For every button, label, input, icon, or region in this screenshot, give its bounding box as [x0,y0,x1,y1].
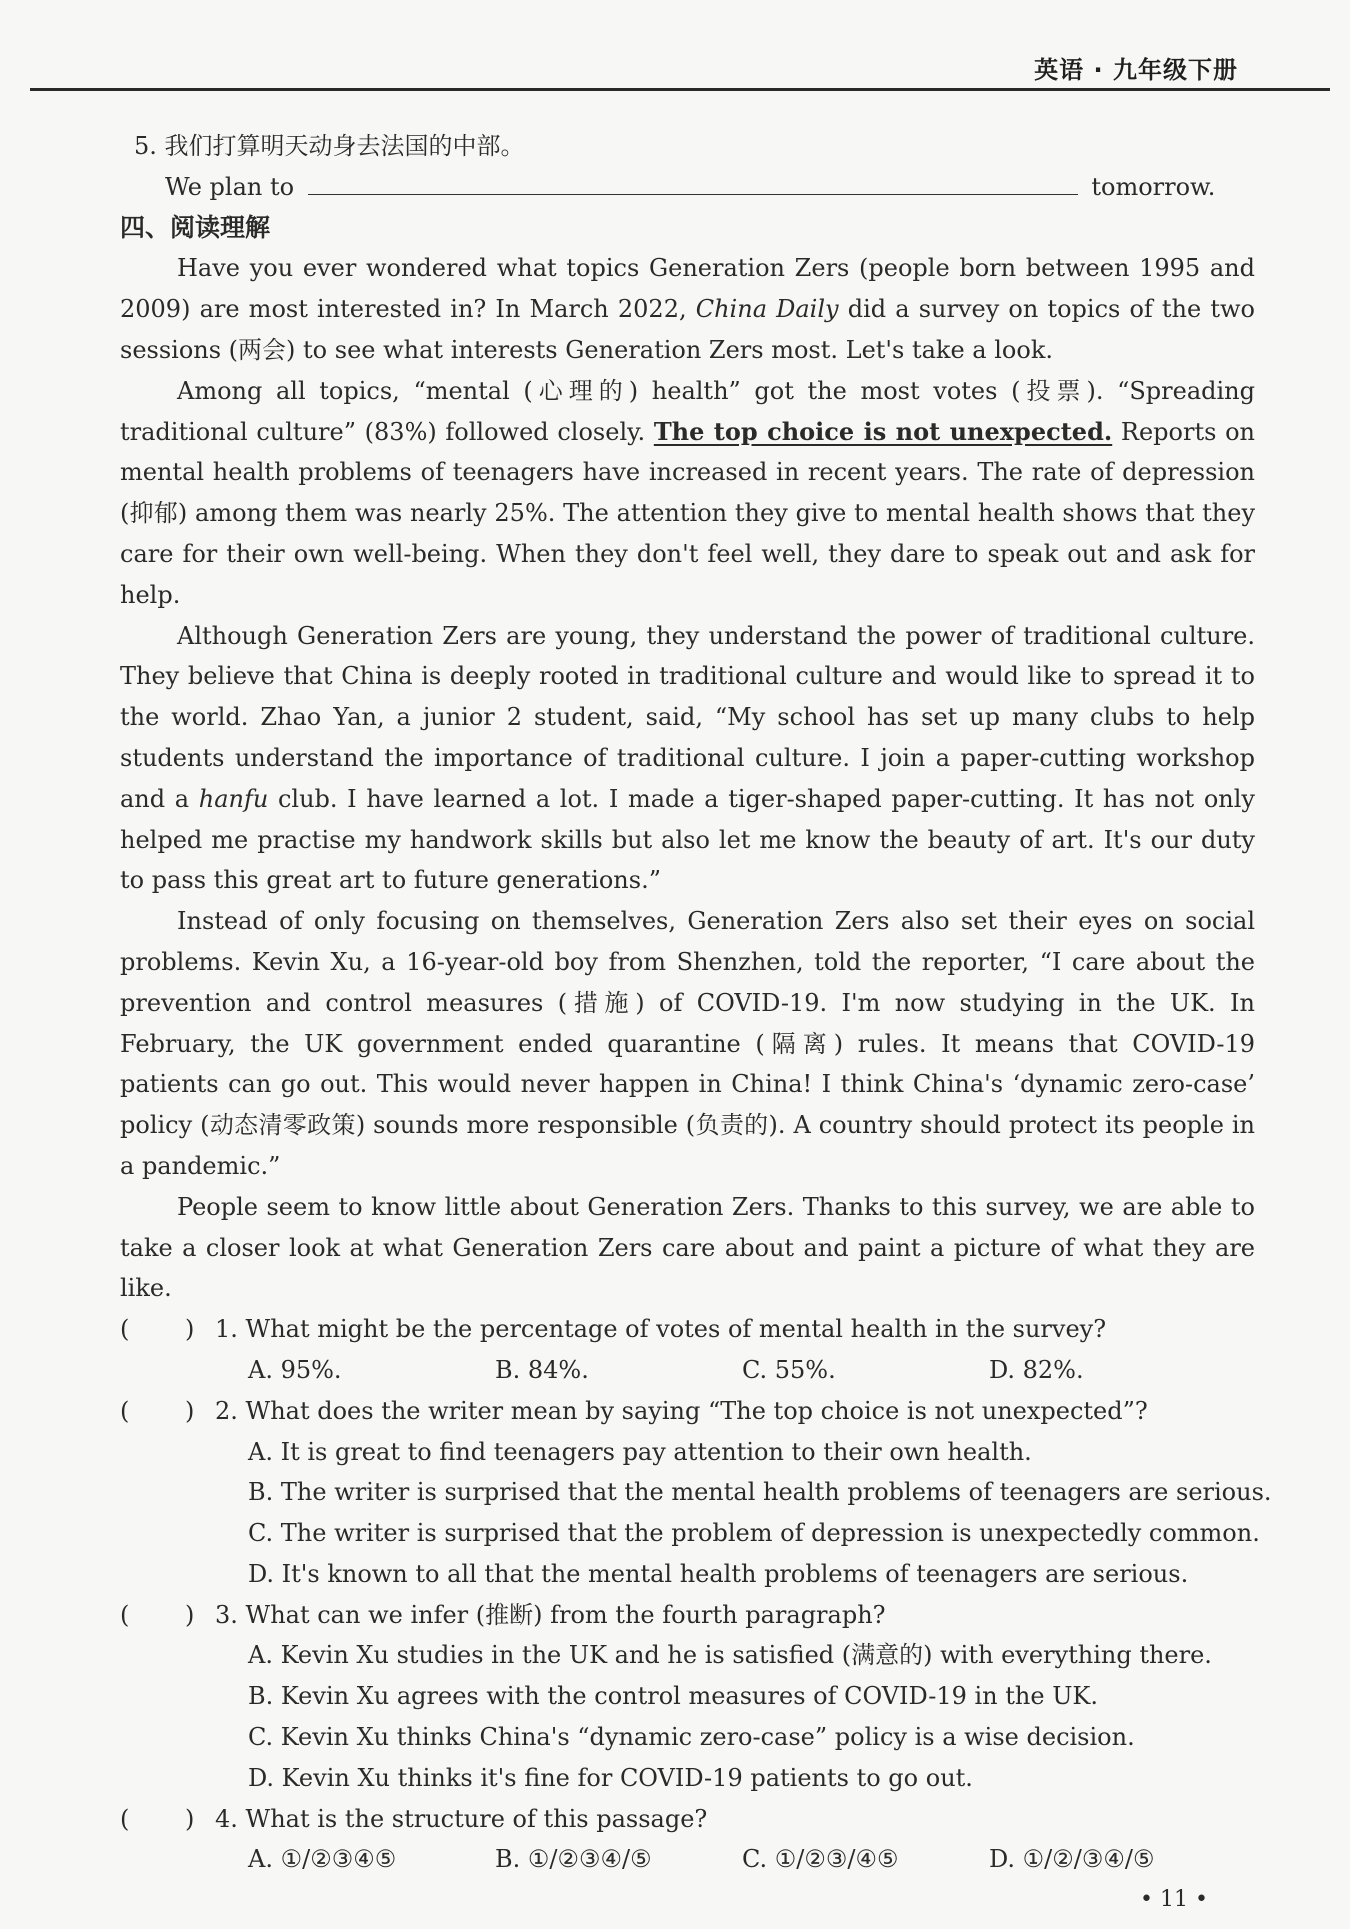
option-c[interactable]: C. ①/②③/④⑤ [742,1845,899,1874]
p3-italic: hanfu [198,784,269,813]
option-c[interactable]: C. Kevin Xu thinks China's “dynamic zero-case” policy is a wise decision. [248,1723,1135,1752]
p3-text-b: club. I have learned a lot. I made a tiger-shaped paper-cutting. It has not only helped me practise my handwork skills but also let me know the beauty of art. It's our duty to pass this great art to future generations.” [120,784,1255,895]
option-a[interactable]: A. 95%. [248,1355,342,1384]
option-b[interactable]: B. ①/②③④/⑤ [495,1845,652,1874]
translation-chinese: 5. 我们打算明天动身去法国的中部。 [134,132,525,160]
option-d[interactable]: D. 82%. [989,1355,1084,1384]
translation-answer-line [120,167,1255,208]
option-a[interactable]: A. ①/②③④⑤ [248,1845,397,1874]
book-title: 英语 · 九年级下册 [1034,56,1238,84]
p1-source: China Daily [695,295,839,324]
passage-paragraph-1 [120,248,1255,370]
option-a[interactable]: A. It is great to find teenagers pay attention to their own health. [248,1437,1032,1466]
answer-paren-close: ) [185,1315,195,1344]
option-c[interactable]: C. 55%. [742,1355,836,1384]
answer-paren-close: ) [185,1804,195,1833]
option-b[interactable]: B. The writer is surprised that the mental health problems of teenagers are serious. [248,1478,1272,1507]
header-rule [30,88,1330,91]
question-text: 4. What is the structure of this passage? [215,1804,708,1833]
p1-end: did a survey on topics of the two sessions (两会) to see what interests Generation Zers most. Let's take a look. [120,295,1255,364]
passage-paragraph-4: Instead of only focusing on themselves, Generation Zers also set their eyes on social problems. Kevin Xu, a 16-year-old boy from Shenzhen, told the reporter, “I care about the prevention and control measures (措施) of COVID-19. I'm now studying in the UK. In February, the UK government ended quarantine (隔离) rules. It means that COVID-19 patients can go out. This would never happen in China! I think China's ‘dynamic zero-case’ policy (动态清零政策) sounds more responsible (负责的). A country should protect its people in a pandemic.” [120,907,1255,1180]
question-1-options [120,1350,1255,1391]
passage-paragraph-2 [120,371,1255,616]
translation-suffix: tomorrow. [1091,172,1216,201]
translation-prefix: We plan to [165,172,295,201]
question-4 [120,1799,1255,1840]
page-content [120,126,1272,1880]
answer-paren-open: ( [120,1396,130,1425]
question-text: 1. What might be the percentage of votes of mental health in the survey? [215,1315,1107,1344]
question-3 [120,1595,1255,1636]
answer-paren-close: ) [185,1396,195,1425]
p2-text-b: Reports on mental health problems of teenagers have increased in recent years. The rate of depression (抑郁) among them was nearly 25%. The attention they give to mental health shows that they care for their own well-being. When they don't feel well, they dare to speak out and ask for help. [120,417,1256,609]
answer-paren-open: ( [120,1315,130,1344]
answer-paren-close: ) [185,1600,195,1629]
answer-paren-open: ( [120,1600,130,1629]
p3-text-a: Although Generation Zers are young, they understand the power of traditional culture. They believe that China is deeply rooted in traditional culture and would like to spread it to the world. Zhao Yan, a junior 2 student, said, “My school has set up many clubs to help students understand the importance of traditional culture. I join a paper-cutting workshop and a [120,621,1255,813]
option-d[interactable]: D. Kevin Xu thinks it's fine for COVID-19 patients to go out. [248,1763,973,1792]
page-number: • 11 • [1140,1887,1208,1912]
p2-text-a: Among all topics, “mental (心理的) health” got the most votes (投票). “Spreading traditional culture” (83%) followed closely. [120,376,1255,446]
passage-paragraph-5: People seem to know little about Generation Zers. Thanks to this survey, we are able to take a closer look at what Generation Zers care about and paint a picture of what they are like. [120,1192,1255,1303]
p1-text: Have you ever wondered what topics Generation Zers (people born between 1995 and 2009) are most interested in? In March 2022, [120,254,1255,324]
option-c[interactable]: C. The writer is surprised that the problem of depression is unexpectedly common. [248,1519,1260,1548]
question-text: 3. What can we infer (推断) from the fourth paragraph? [215,1600,886,1629]
answer-paren-open: ( [120,1804,130,1833]
option-d[interactable]: D. It's known to all that the mental health problems of teenagers are serious. [248,1559,1189,1588]
section-heading: 四、阅读理解 [120,212,271,242]
option-d[interactable]: D. ①/②/③④/⑤ [989,1845,1155,1874]
highlighted-sentence: The top choice is not unexpected. [653,416,1113,446]
question-4-options [120,1839,1255,1880]
passage-paragraph-3 [120,616,1255,902]
question-2 [120,1391,1255,1432]
option-b[interactable]: B. 84%. [495,1355,589,1384]
option-a[interactable]: A. Kevin Xu studies in the UK and he is satisfied (满意的) with everything there. [248,1641,1212,1670]
question-text: 2. What does the writer mean by saying “The top choice is not unexpected”? [215,1396,1148,1425]
option-b[interactable]: B. Kevin Xu agrees with the control measures of COVID-19 in the UK. [248,1682,1098,1711]
question-1 [120,1309,1255,1350]
answer-blank[interactable] [308,170,1078,195]
